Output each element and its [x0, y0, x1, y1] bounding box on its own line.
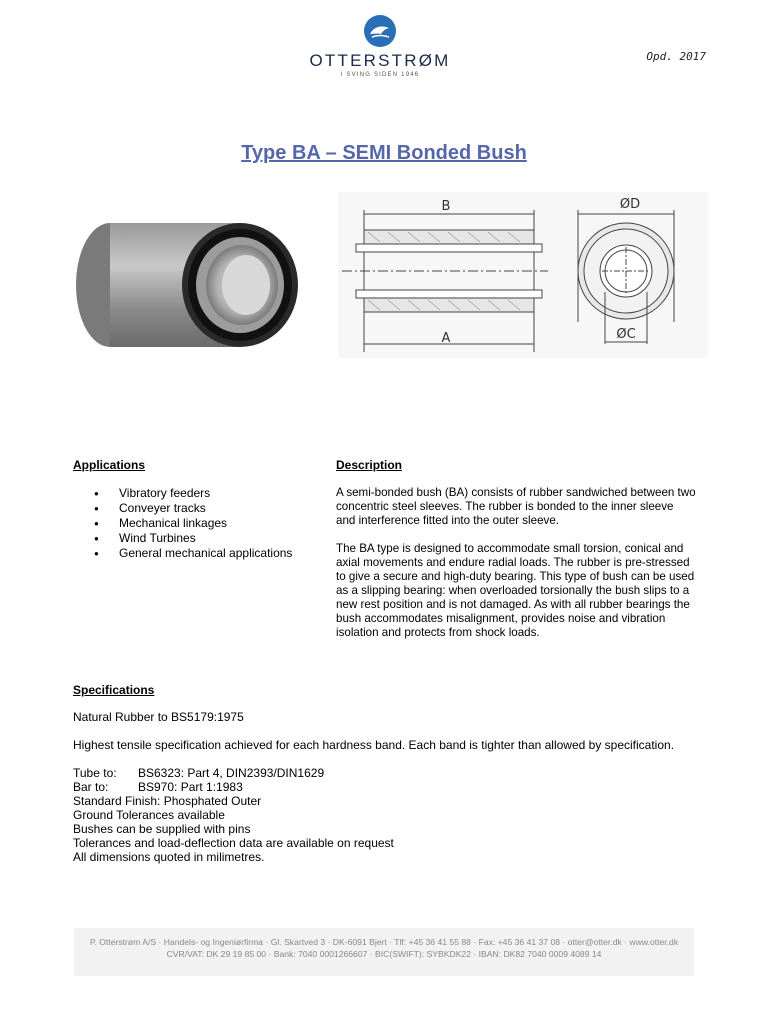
- company-footer: [74, 928, 694, 976]
- dimension-c-label: ØC: [616, 327, 636, 342]
- description-paragraph-1: A semi-bonded bush (BA) consists of rubber sandwiched between two concentric steel sleeves. The rubber is bonded to the inner sleeve and interference fitted into the outer sleeve.: [336, 486, 696, 527]
- applications-heading: Applications: [73, 458, 146, 472]
- page-title: Type BA – SEMI Bonded Bush: [241, 142, 527, 164]
- company-logo: [300, 14, 460, 90]
- list-item: ● General mechanical applications: [88, 546, 328, 561]
- otter-logo-icon: [363, 14, 397, 48]
- bush-technical-drawing: [338, 192, 708, 358]
- spec-ground: Ground Tolerances available: [73, 808, 225, 822]
- list-item: ● Conveyer tracks: [88, 501, 328, 516]
- specifications-body: [73, 710, 713, 864]
- updated-date: Opd. 2017: [646, 50, 706, 63]
- spec-bar-value: BS970: Part 1:1983: [138, 780, 243, 794]
- list-item: ● Mechanical linkages: [88, 516, 328, 531]
- logo-name: OTTERSTRØM: [309, 51, 451, 70]
- list-item: ● Wind Turbines: [88, 531, 328, 546]
- dimension-a-label: A: [441, 331, 451, 346]
- spec-dimensions: All dimensions quoted in milimetres.: [73, 850, 265, 864]
- spec-pins: Bushes can be supplied with pins: [73, 822, 251, 836]
- spec-finish: Standard Finish: Phosphated Outer: [73, 794, 262, 808]
- bush-product-photo: [70, 210, 310, 370]
- applications-list: [88, 486, 328, 561]
- spec-bar: [73, 780, 713, 794]
- spec-bar-label: Bar to:: [73, 780, 109, 794]
- spec-tolerances: Tolerances and load-deflection data are available on request: [73, 836, 394, 850]
- description-body: [336, 486, 696, 654]
- list-item: ● Vibratory feeders: [88, 486, 328, 501]
- spec-natural-rubber: Natural Rubber to BS5179:1975: [73, 710, 244, 724]
- specifications-heading: Specifications: [73, 683, 155, 697]
- logo-tagline: I SVING SIDEN 1946: [340, 72, 420, 78]
- dimension-d-label: ØD: [619, 197, 641, 212]
- footer-address: P. Otterstrøm A/S · Handels- og Ingeniørfirma · Gl. Skartved 3 · DK-6091 Bjert · Tlf: +45 36 41 55 88 · Fax: +45 36 41 37 08 · otter@otter.dk · www.otter.dk: [89, 937, 679, 947]
- dimension-b-label: B: [441, 199, 451, 214]
- footer-bank-info: CVR/VAT: DK 29 19 85 00 · Bank: 7040 0001266607 · BIC(SWIFT): SYBKDK22 · IBAN: DK82 7040 0009 4089 14: [166, 949, 602, 959]
- spec-tube: [73, 766, 713, 780]
- spec-tensile: Highest tensile specification achieved for each hardness band. Each band is tighter than allowed by specification.: [73, 738, 675, 752]
- spec-tube-value: BS6323: Part 4, DIN2393/DIN1629: [138, 766, 325, 780]
- spec-tube-label: Tube to:: [73, 766, 117, 780]
- description-heading: Description: [336, 458, 403, 472]
- description-paragraph-2: The BA type is designed to accommodate small torsion, conical and axial movements and endure radial loads. The rubber is pre-stressed to give a secure and high-duty bearing. This type of bush can be used as a slipping bearing: when overloaded torsionally the bush slips to a new rest position and is not damaged. As with all rubber bearings the bush accommodates misalignment, provides noise and vibration isolation and protects from shock loads.: [336, 542, 695, 639]
